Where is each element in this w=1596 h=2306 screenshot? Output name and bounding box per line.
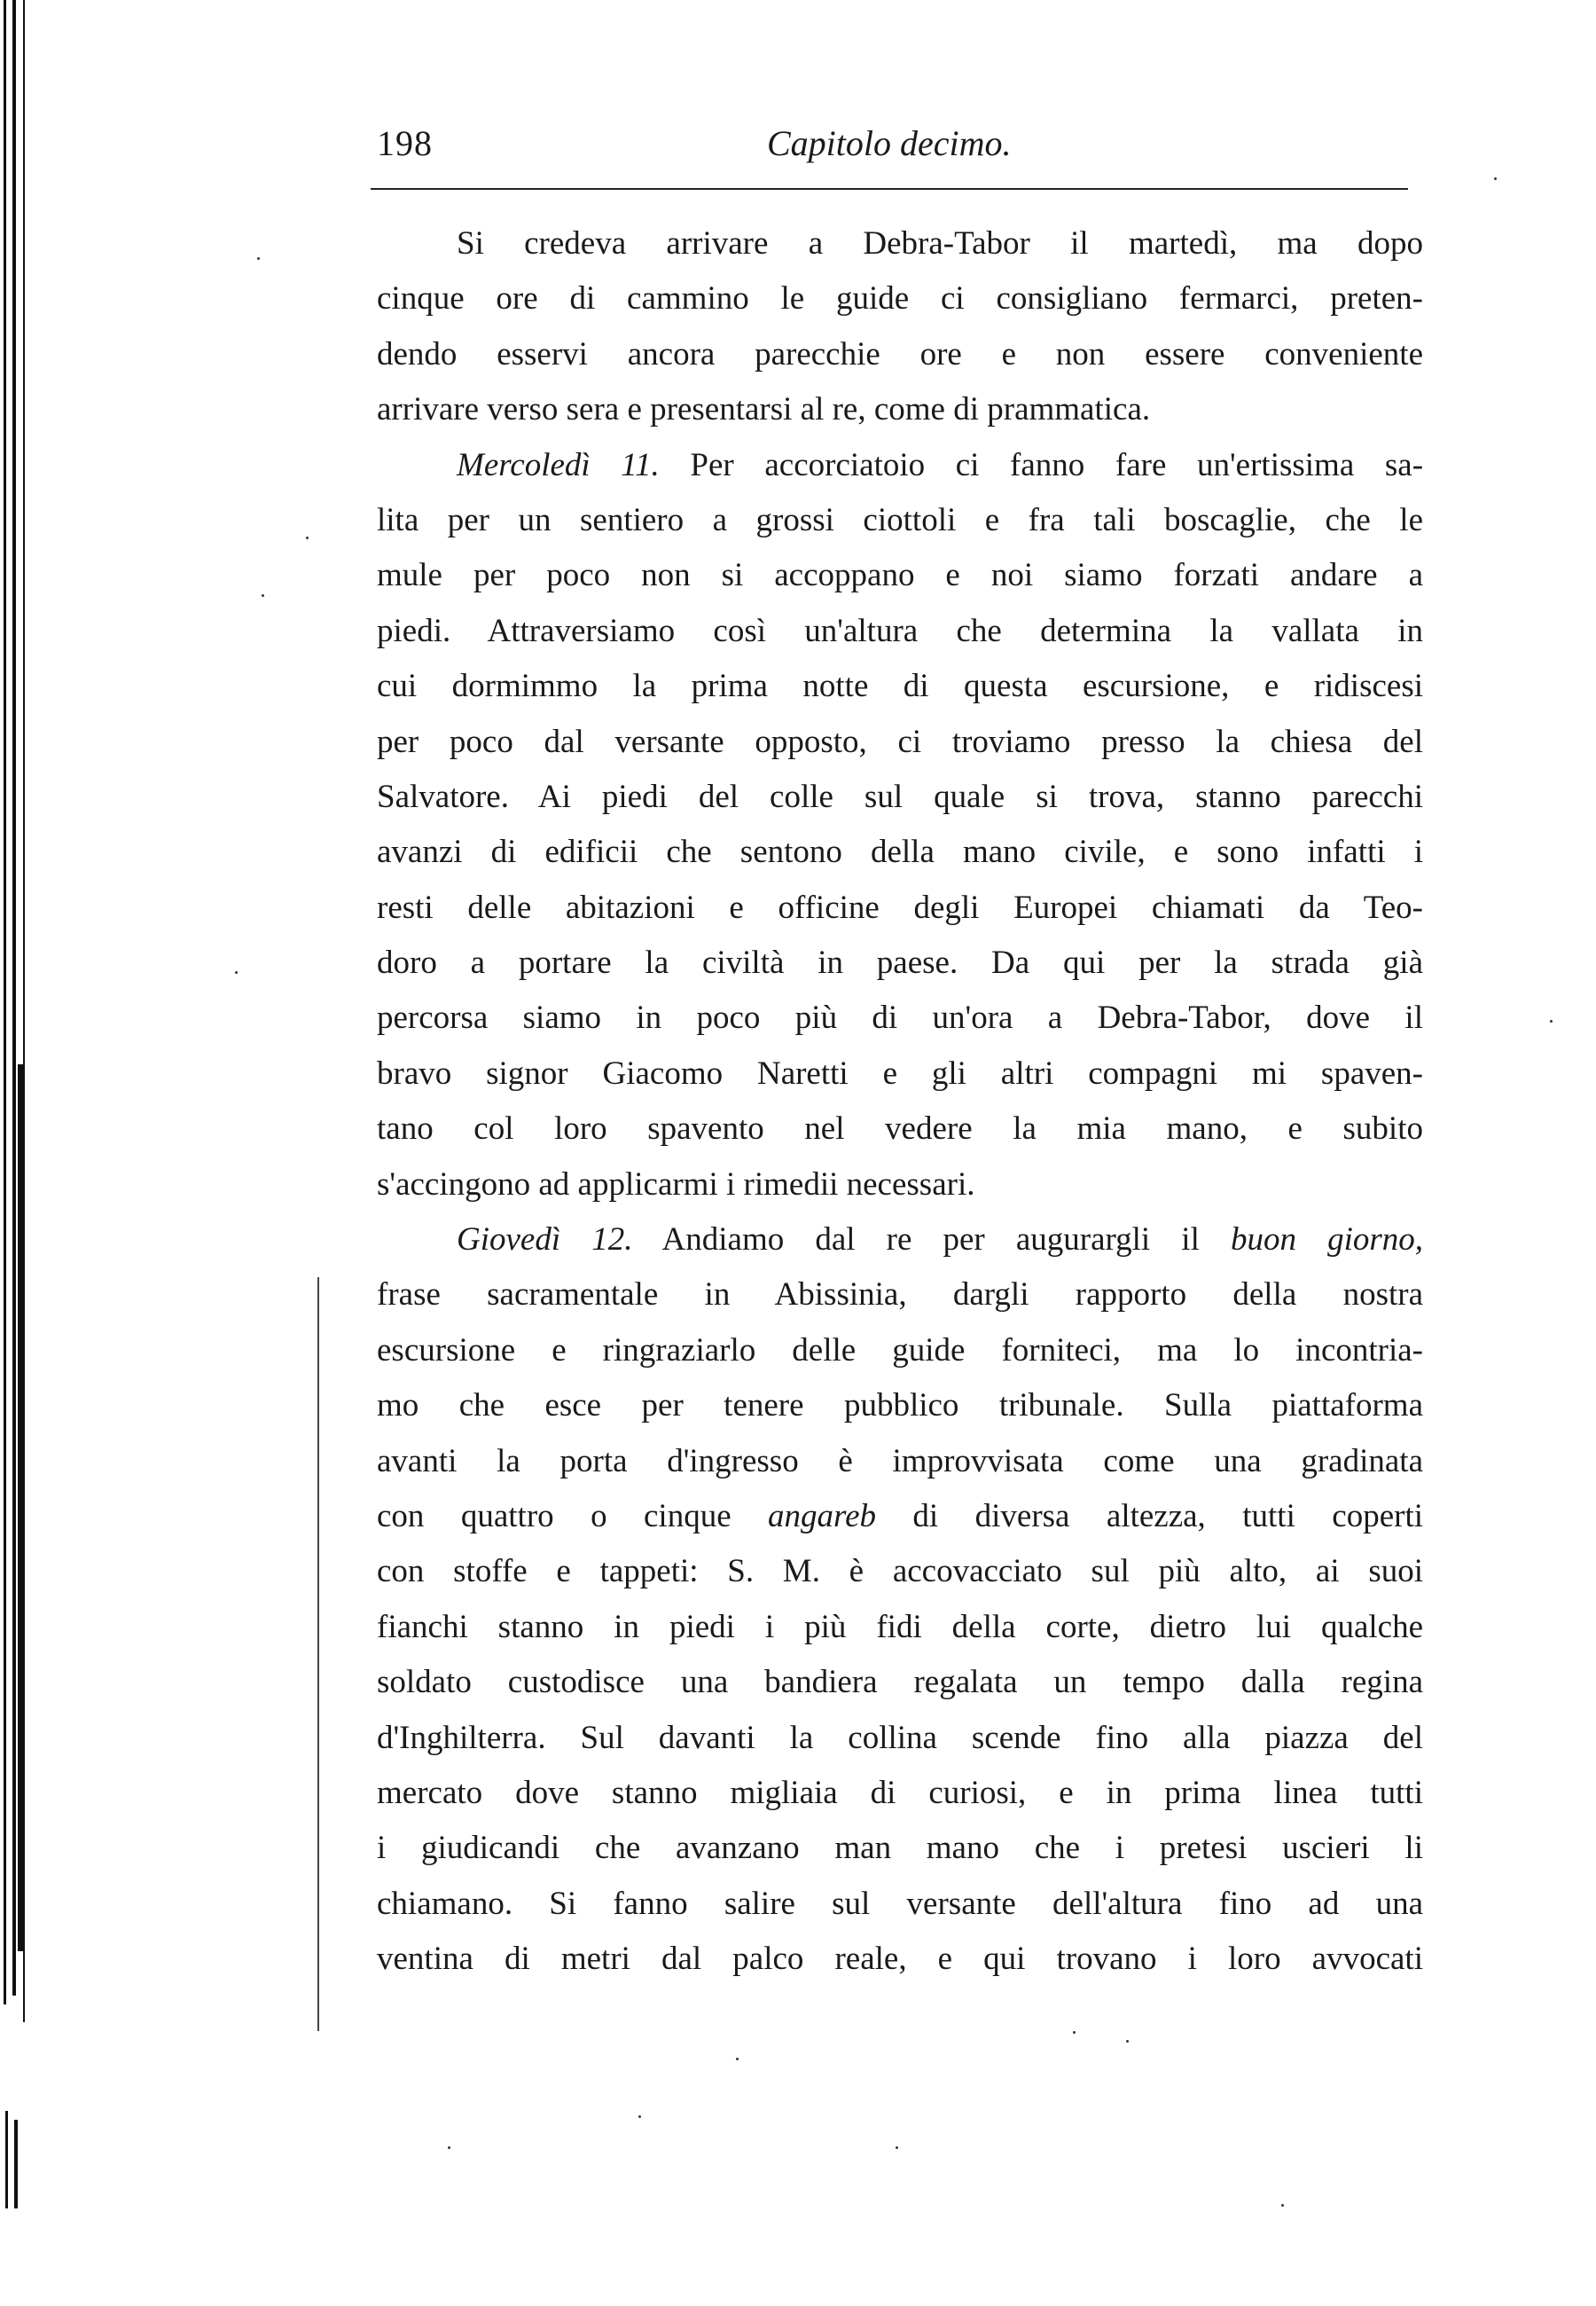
scan-speck	[262, 594, 264, 597]
scan-speck	[896, 2146, 898, 2149]
text-line: d'Inghilterra. Sul davanti la collina scende fino alla piazza del	[377, 1719, 1423, 1756]
text-line: s'accingono ad applicarmi i rimedii necessari.	[377, 1165, 975, 1203]
scan-speck	[638, 2115, 641, 2118]
text-line: mercato dove stanno migliaia di curiosi, e in prima linea tutti	[377, 1774, 1423, 1811]
text-line: mo che esce per tenere pubblico tribunale. Sulla piattaforma	[377, 1387, 1423, 1424]
scan-speck	[306, 537, 309, 539]
text-line: soldato custodisce una bandiera regalata un tempo dalla regina	[377, 1664, 1423, 1701]
page-header	[377, 122, 1423, 176]
body-text	[377, 216, 1423, 1988]
scan-speck	[1126, 2040, 1129, 2043]
text-line: Si credeva arrivare a Debra-Tabor il martedì, ma dopo	[457, 225, 1423, 262]
scan-speck	[448, 2146, 450, 2149]
scan-edge-line	[23, 0, 25, 2022]
text-line: cinque ore di cammino le guide ci consigliano fermarci, preten-	[377, 280, 1423, 318]
text-line: lita per un sentiero a grossi ciottoli e fra tali boscaglie, che le	[377, 501, 1423, 538]
page-number: 198	[377, 123, 433, 163]
text-line: escursione e ringraziarlo delle guide forniteci, ma lo incontria-	[377, 1331, 1423, 1369]
text-line: con quattro o cinque angareb di diversa altezza, tutti coperti	[377, 1497, 1423, 1534]
running-title: Capitolo decimo.	[767, 123, 1012, 163]
scan-speck	[1494, 177, 1497, 180]
text-line: mule per poco non si accoppano e noi siamo forzati andare a	[377, 557, 1423, 594]
scan-speck	[1073, 2031, 1076, 2034]
text-line: Mercoledì 11. Per accorciatoio ci fanno fare un'ertissima sa-	[457, 446, 1423, 483]
margin-bracket-line	[317, 1277, 319, 2031]
text-line: doro a portare la civiltà in paese. Da qui per la strada già	[377, 945, 1423, 982]
text-line: arrivare verso sera e presentarsi al re, come di prammatica.	[377, 391, 1151, 428]
text-line: con stoffe e tappeti: S. M. è accovacciato sul più alto, ai suoi	[377, 1553, 1423, 1590]
scan-speck	[1550, 1020, 1553, 1023]
text-line: i giudicandi che avanzano man mano che i pretesi uscieri li	[377, 1830, 1423, 1867]
scan-edge-line	[18, 1064, 23, 1951]
scan-edge-line	[12, 0, 16, 1996]
text-line: bravo signor Giacomo Naretti e gli altri compagni mi spaven-	[377, 1055, 1423, 1092]
scan-speck	[235, 971, 238, 974]
date-giovedi: Giovedì 12.	[457, 1221, 633, 1259]
text-line: chiamano. Si fanno salire sul versante dell'altura fino ad una	[377, 1885, 1423, 1922]
text-line: ventina di metri dal palco reale, e qui trovano i loro avvocati	[377, 1941, 1423, 1978]
date-mercoledi: Mercoledì 11.	[457, 446, 660, 483]
phrase-buon-giorno: buon giorno,	[1230, 1221, 1423, 1259]
text-line: avanzi di edificii che sentono della mano civile, e sono infatti i	[377, 834, 1423, 871]
text-line: fianchi stanno in piedi i più fidi della corte, dietro lui qualche	[377, 1608, 1423, 1645]
text-line: resti delle abitazioni e officine degli Europei chiamati da Teo-	[377, 889, 1423, 926]
text-line: Giovedì 12. Andiamo dal re per augurargli il buon giorno,	[457, 1221, 1423, 1259]
scan-edge-line	[4, 0, 6, 2004]
word-angareb: angareb	[768, 1497, 876, 1534]
scan-edge-line	[14, 2120, 18, 2208]
text-line: percorsa siamo in poco più di un'ora a Debra-Tabor, dove il	[377, 1000, 1423, 1037]
text-line: tano col loro spavento nel vedere la mia mano, e subito	[377, 1110, 1423, 1148]
text-line: cui dormimmo la prima notte di questa escursione, e ridiscesi	[377, 668, 1423, 705]
text-line: per poco dal versante opposto, ci troviamo presso la chiesa del	[377, 723, 1423, 760]
scan-speck	[1281, 2204, 1284, 2207]
scan-speck	[257, 257, 260, 260]
text-line: frase sacramentale in Abissinia, dargli rapporto della nostra	[377, 1276, 1423, 1314]
scan-edge-line	[5, 2111, 8, 2208]
text-line: piedi. Attraversiamo così un'altura che determina la vallata in	[377, 612, 1423, 649]
scan-speck	[736, 2058, 739, 2060]
header-rule	[371, 188, 1408, 190]
text-line: dendo esservi ancora parecchie ore e non essere conveniente	[377, 335, 1423, 373]
text-line: avanti la porta d'ingresso è improvvisata come una gradinata	[377, 1442, 1423, 1479]
text-line: Salvatore. Ai piedi del colle sul quale si trova, stanno parecchi	[377, 778, 1423, 815]
